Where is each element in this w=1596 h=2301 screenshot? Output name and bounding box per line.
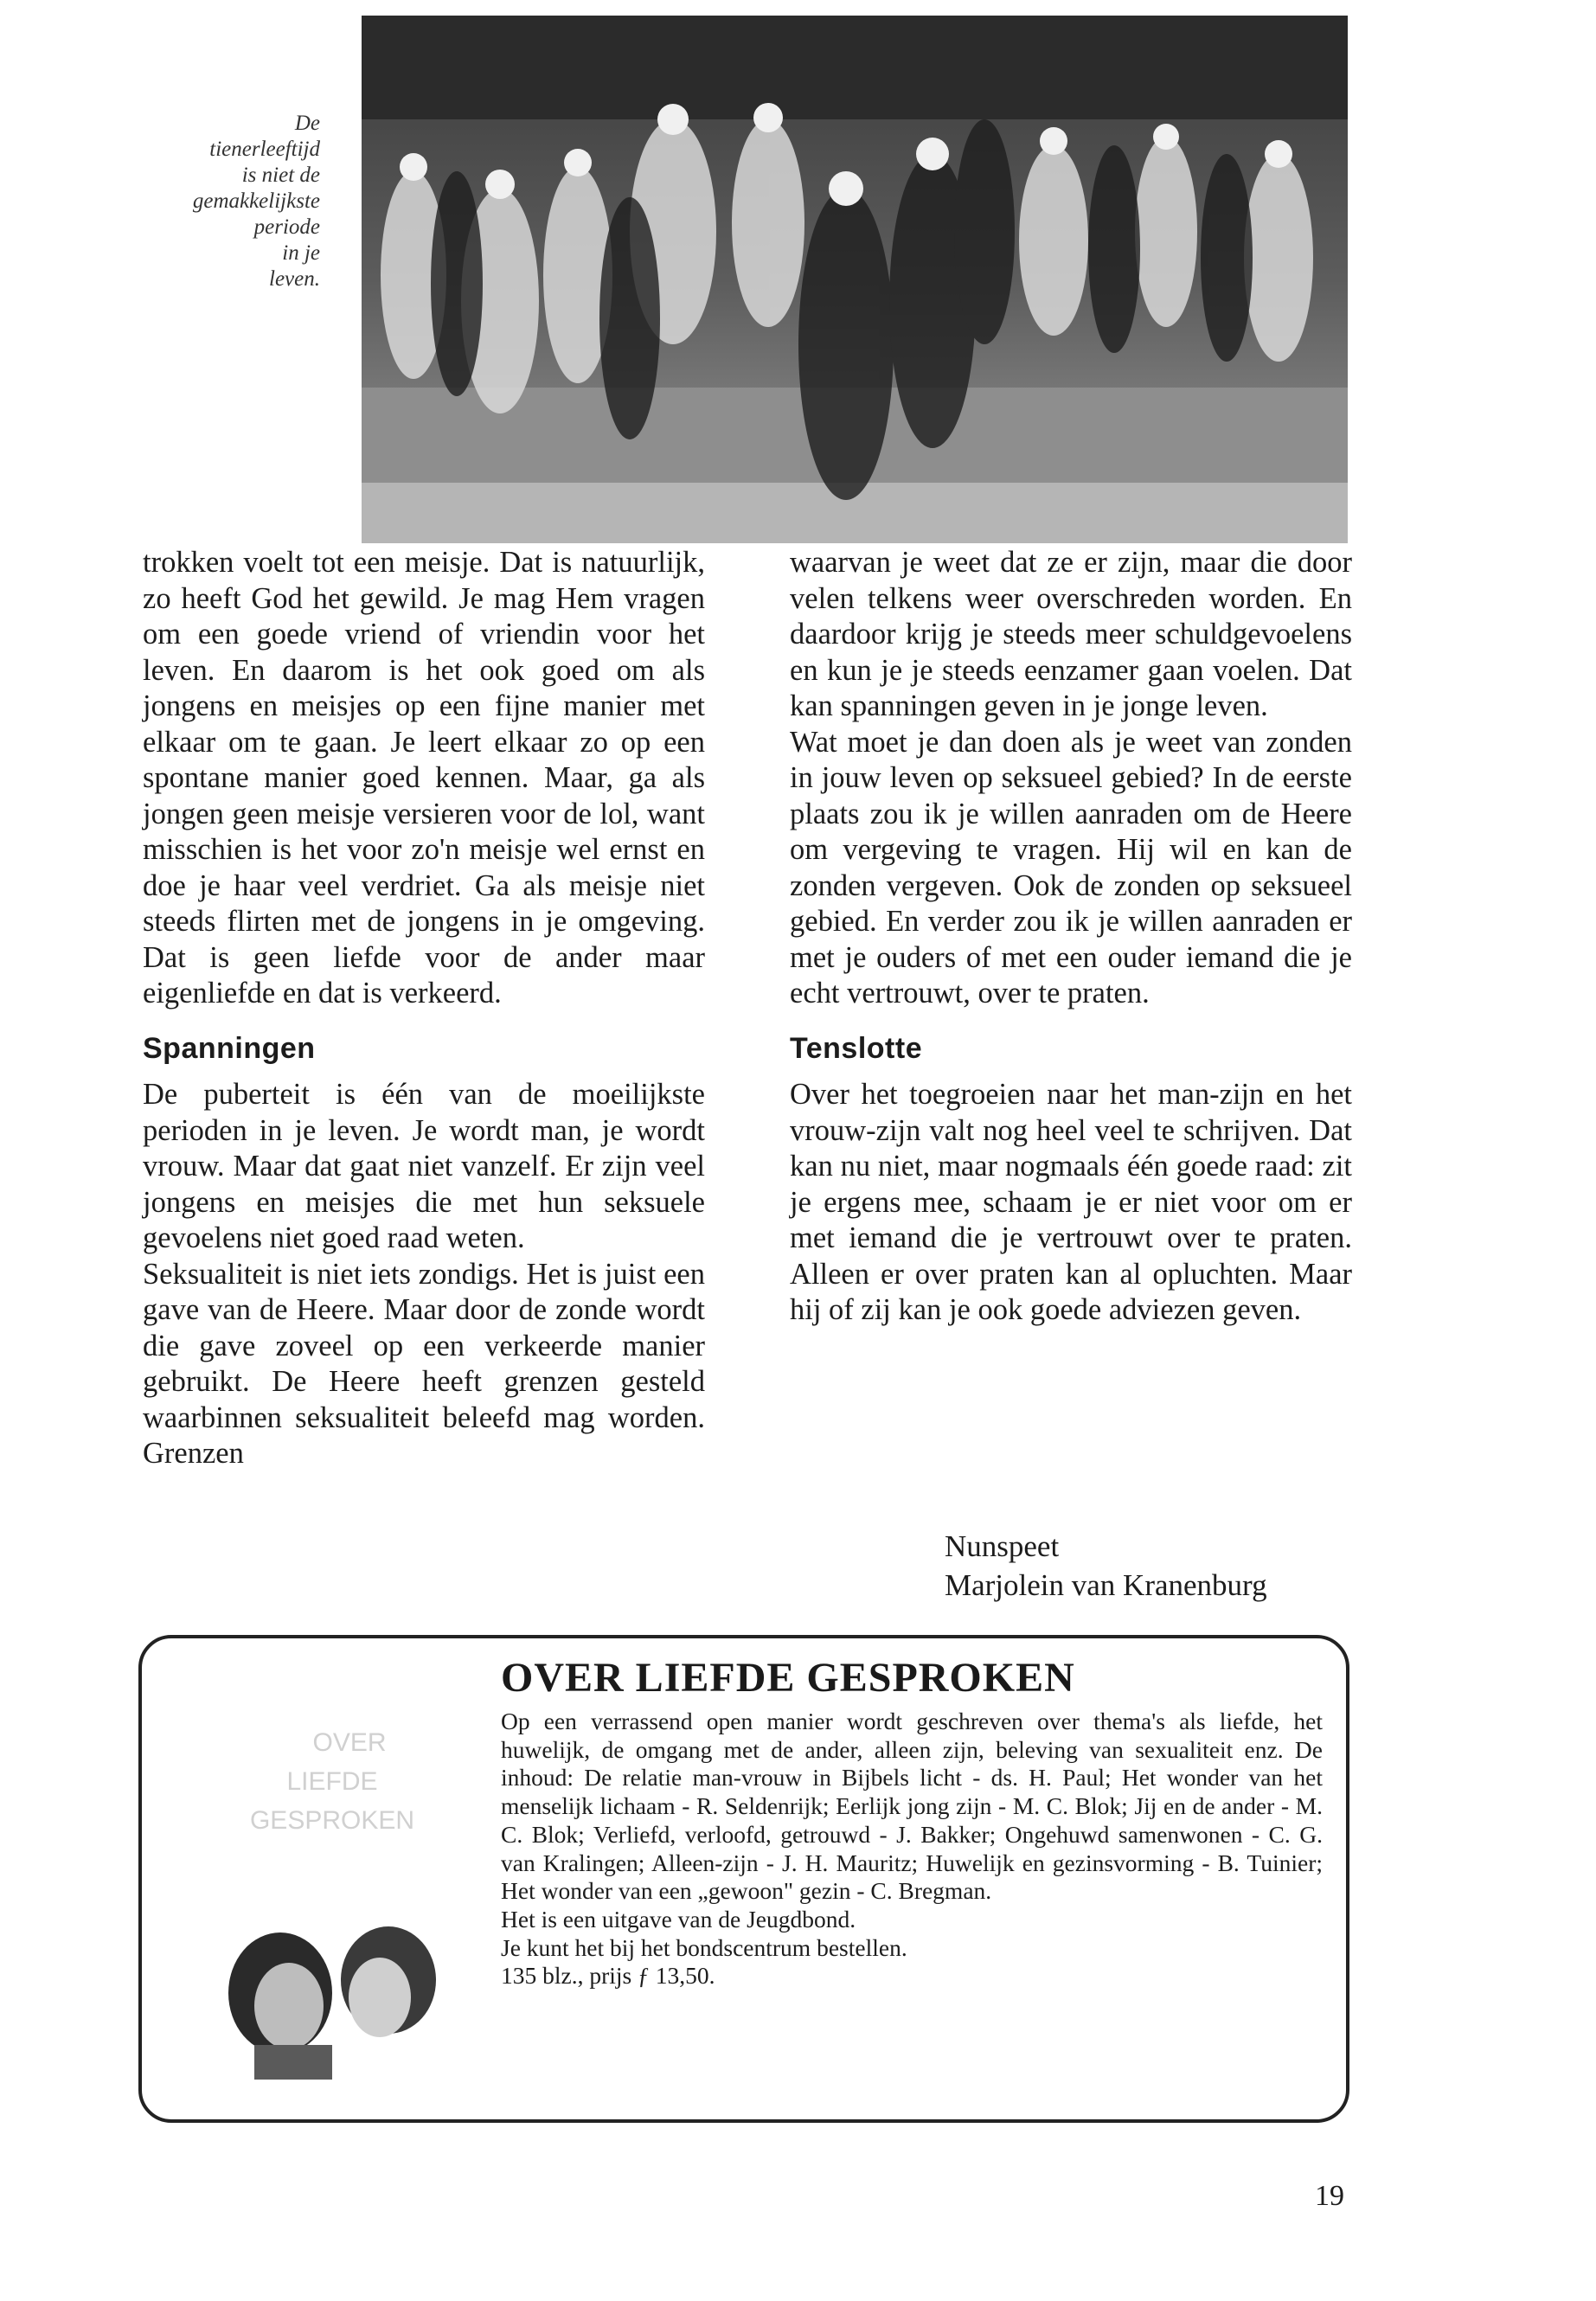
book-advertisement bbox=[138, 1635, 1349, 2123]
section-heading-tenslotte: Tenslotte bbox=[790, 1031, 923, 1065]
caption-line: in je bbox=[282, 241, 320, 265]
paragraph: waarvan je weet dat ze er zijn, maar die door velen telkens weer overschreden worden. En daardoor krijg je steeds meer schuldgevoelens en kun je je steeds eenzamer gaan voelen. Dat kan spanningen geven in je jonge leven. bbox=[790, 546, 1352, 722]
crowd-photo-image bbox=[362, 16, 1348, 543]
caption-line: periode bbox=[253, 215, 320, 239]
ad-title: OVER LIEFDE GESPROKEN bbox=[501, 1655, 1075, 1701]
book-cover bbox=[202, 1673, 462, 2097]
ad-text bbox=[501, 1708, 1323, 1990]
caption-line: De bbox=[294, 112, 320, 135]
signature-author: Marjolein van Kranenburg bbox=[945, 1568, 1267, 1602]
cover-title-line: LIEFDE bbox=[286, 1767, 378, 1796]
page-number: 19 bbox=[1315, 2180, 1344, 2212]
paragraph: trokken voelt tot een meisje. Dat is natuurlijk, zo heeft God het gewild. Je mag Hem vragen om een goede vriend of vriendin voor het leven. En daarom is het ook goed om als jongens en meisjes op een fijne manier met elkaar om te gaan. Je leert elkaar zo op een spontane manier goed kennen. Maar, ga als jongen geen meisje versieren voor de lol, want misschien is het voor zo'n meisje wel ernst en doe je haar veel verdriet. Ga als meisje niet steeds flirten met de jongens in je omgeving. Dat is geen liefde voor de ander maar eigenliefde en dat is verkeerd. bbox=[143, 546, 705, 1009]
signature bbox=[945, 1527, 1267, 1605]
cover-title-line: GESPROKEN bbox=[249, 1806, 415, 1835]
caption-line: tienerleeftijd bbox=[209, 138, 320, 161]
signature-place: Nunspeet bbox=[945, 1529, 1060, 1563]
ad-publisher: Het is een uitgave van de Jeugdbond. bbox=[501, 1905, 856, 1932]
section-heading-spanningen: Spanningen bbox=[143, 1031, 316, 1065]
ad-order: Je kunt het bij het bondscentrum bestellen. bbox=[501, 1933, 907, 1961]
crowd-photo bbox=[362, 16, 1348, 543]
article-right-column bbox=[790, 545, 1352, 1329]
cover-title-line: OVER bbox=[312, 1728, 387, 1757]
article-left-column bbox=[143, 545, 705, 1472]
caption-line: leven. bbox=[269, 267, 320, 291]
ad-price: 135 blz., prijs ƒ 13,50. bbox=[501, 1962, 715, 1990]
paragraph: Over het toegroeien naar het man-zijn en het vrouw-zijn valt nog heel veel te schrijven. Dat kan nu niet, maar nogmaals één goede raad: zit je ergens mee, schaam je er niet voor om er met iemand die je vertrouwt over te praten. Alleen er over praten kan al opluchten. Maar hij of zij kan je ook goede adviezen geven. bbox=[790, 1078, 1352, 1326]
book-cover-image bbox=[202, 1673, 462, 2097]
paragraph: Wat moet je dan doen als je weet van zonden in jouw leven op seksueel gebied? In de eerste plaats zou ik je willen aanraden om de Heere om vergeving te vragen. Hij wil en kan de zonden vergeven. Ook de zonden op seksueel gebied. En verder zou ik je willen aanraden er met je ouders of met een ouder iemand die je echt vertrouwt, over te praten. bbox=[790, 725, 1352, 1009]
paragraph: De puberteit is één van de moeilijkste perioden in je leven. Je wordt man, je wordt vrouw. Maar dat gaat niet vanzelf. Er zijn veel jongens en meisjes die met hun seksuele gevoelens niet goed raad weten. bbox=[143, 1078, 705, 1254]
ad-description: Op een verrassend open manier wordt geschreven over thema's als liefde, het huwelijk, de omgang met de ander, alleen zijn, beleving van sexualiteit enz. De inhoud: De relatie man-vrouw in Bijbels licht - ds. H. Paul; Het wonder van het menselijk lichaam - R. Seldenrijk; Eerlijk jong zijn - M. C. Blok; Jij en de ander - M. C. Blok; Verliefd, verloofd, getrouwd - J. Bakker; Ongehuwd samenwonen - C. G. van Kralingen; Alleen-zijn - J. H. Mauritz; Huwelijk en gezinsvorming - B. Tuinier; Het wonder van een „gewoon" gezin - C. Bregman. bbox=[501, 1708, 1323, 1905]
photo-caption bbox=[147, 111, 320, 292]
paragraph: Seksualiteit is niet iets zondigs. Het is juist een gave van de Heere. Maar door de zonde wordt die gave zoveel op een verkeerde manier gebruikt. De Heere heeft grenzen gesteld waarbinnen seksualiteit beleefd mag worden. Grenzen bbox=[143, 1257, 705, 1470]
caption-line: gemakkelijkste bbox=[192, 189, 320, 213]
caption-line: is niet de bbox=[241, 163, 320, 187]
